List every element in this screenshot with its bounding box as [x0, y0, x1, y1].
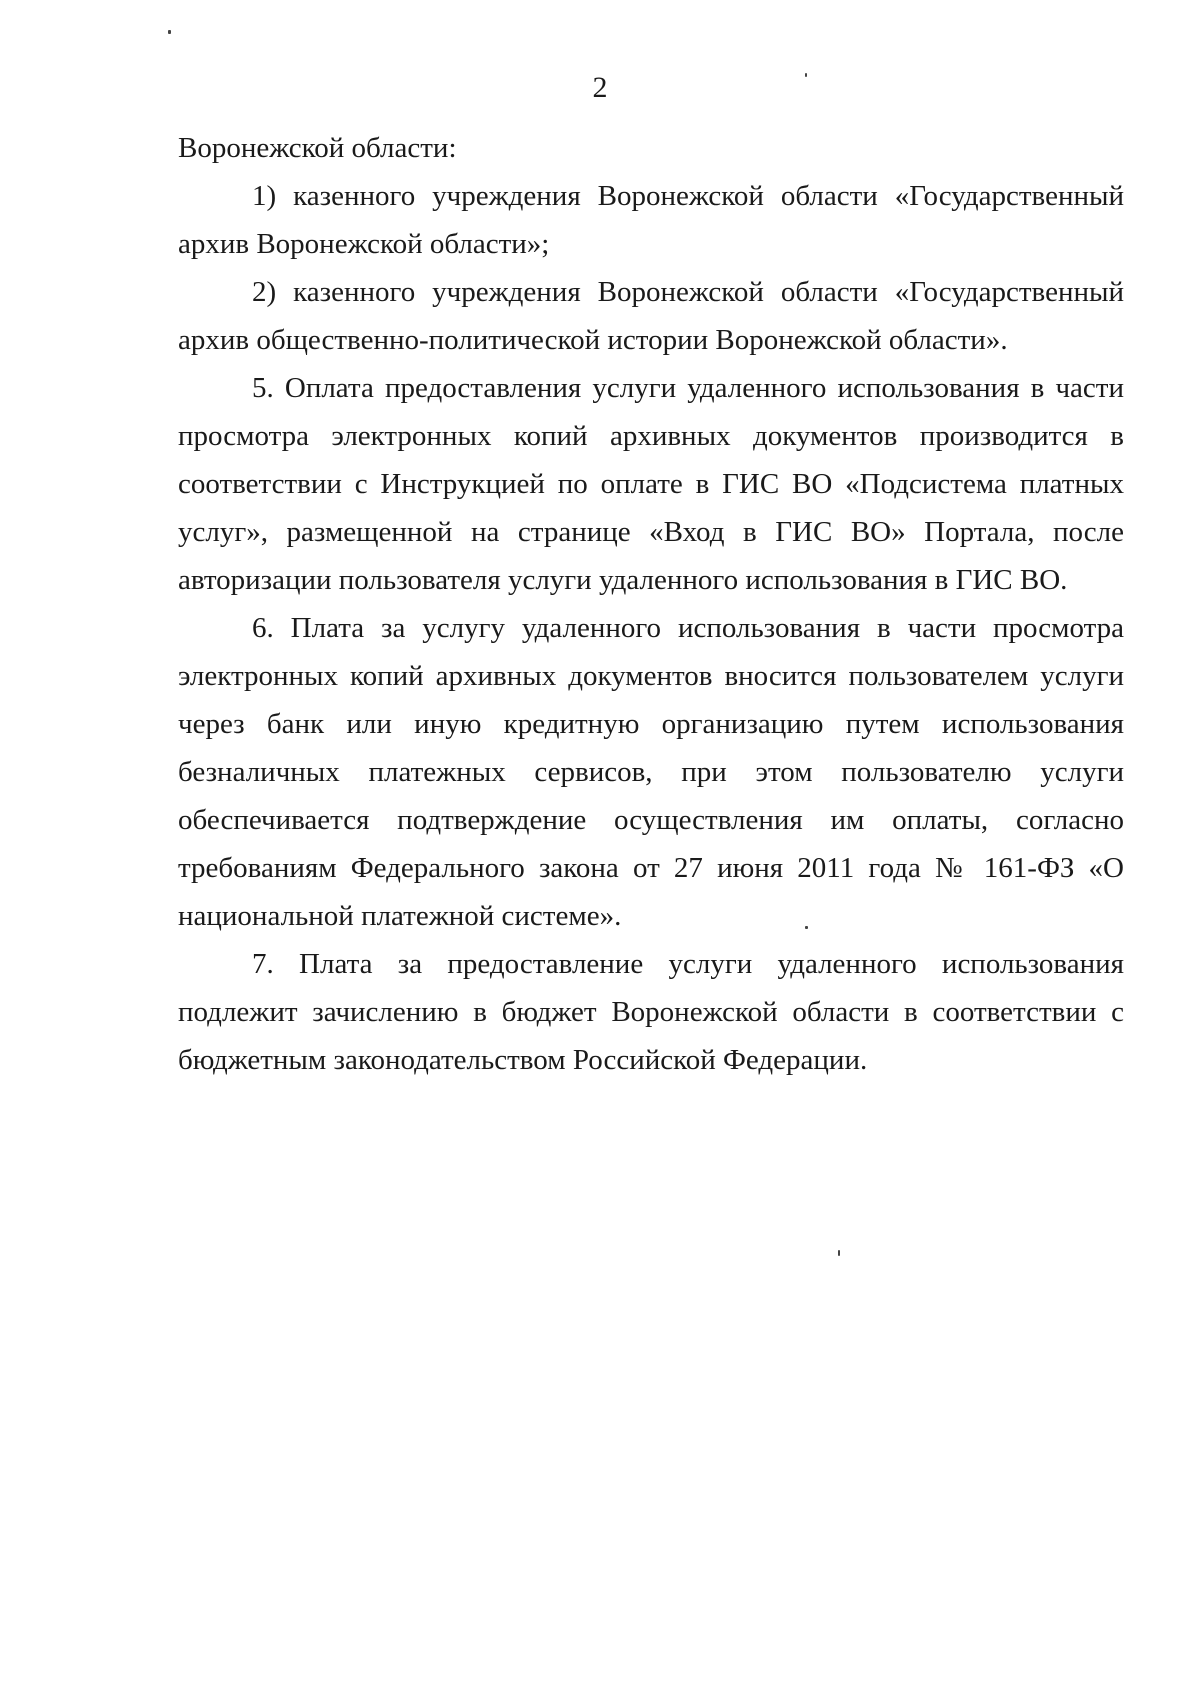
scan-speck [805, 73, 807, 77]
scan-speck [168, 30, 171, 34]
paragraph-5: 5. Оплата предоставления услуги удаленного использования в части просмотра электронных копий архивных документов производится в соответствии с Инструкцией по оплате в ГИС ВО «Подсистема платных услуг», размещенной на странице «Вход в ГИС ВО» Портала, после авторизации пользователя услуги удаленного использования в ГИС ВО. [178, 372, 1124, 596]
paragraph-item-1: 1) казенного учреждения Воронежской области «Государственный архив Воронежской области»; [178, 180, 1124, 260]
scan-speck [805, 926, 808, 929]
document-body [178, 124, 1124, 1084]
page-number: 2 [592, 71, 608, 104]
scan-speck [838, 1250, 840, 1256]
paragraph-continuation: Воронежской области: [178, 132, 457, 164]
paragraph-item-2: 2) казенного учреждения Воронежской области «Государственный архив общественно-политической истории Воронежской области». [178, 276, 1124, 356]
paragraph-6: 6. Плата за услугу удаленного использования в части просмотра электронных копий архивных документов вносится пользователем услуги через банк или иную кредитную организацию путем использования безналичных платежных сервисов, при этом пользователю услуги обеспечивается подтверждение осуществления им оплаты, согласно требованиям Федерального закона от 27 июня 2011 года № 161-ФЗ «О национальной платежной системе». [178, 612, 1124, 932]
paragraph-7: 7. Плата за предоставление услуги удаленного использования подлежит зачислению в бюджет Воронежской области в соответствии с бюджетным законодательством Российской Федерации. [178, 948, 1124, 1076]
